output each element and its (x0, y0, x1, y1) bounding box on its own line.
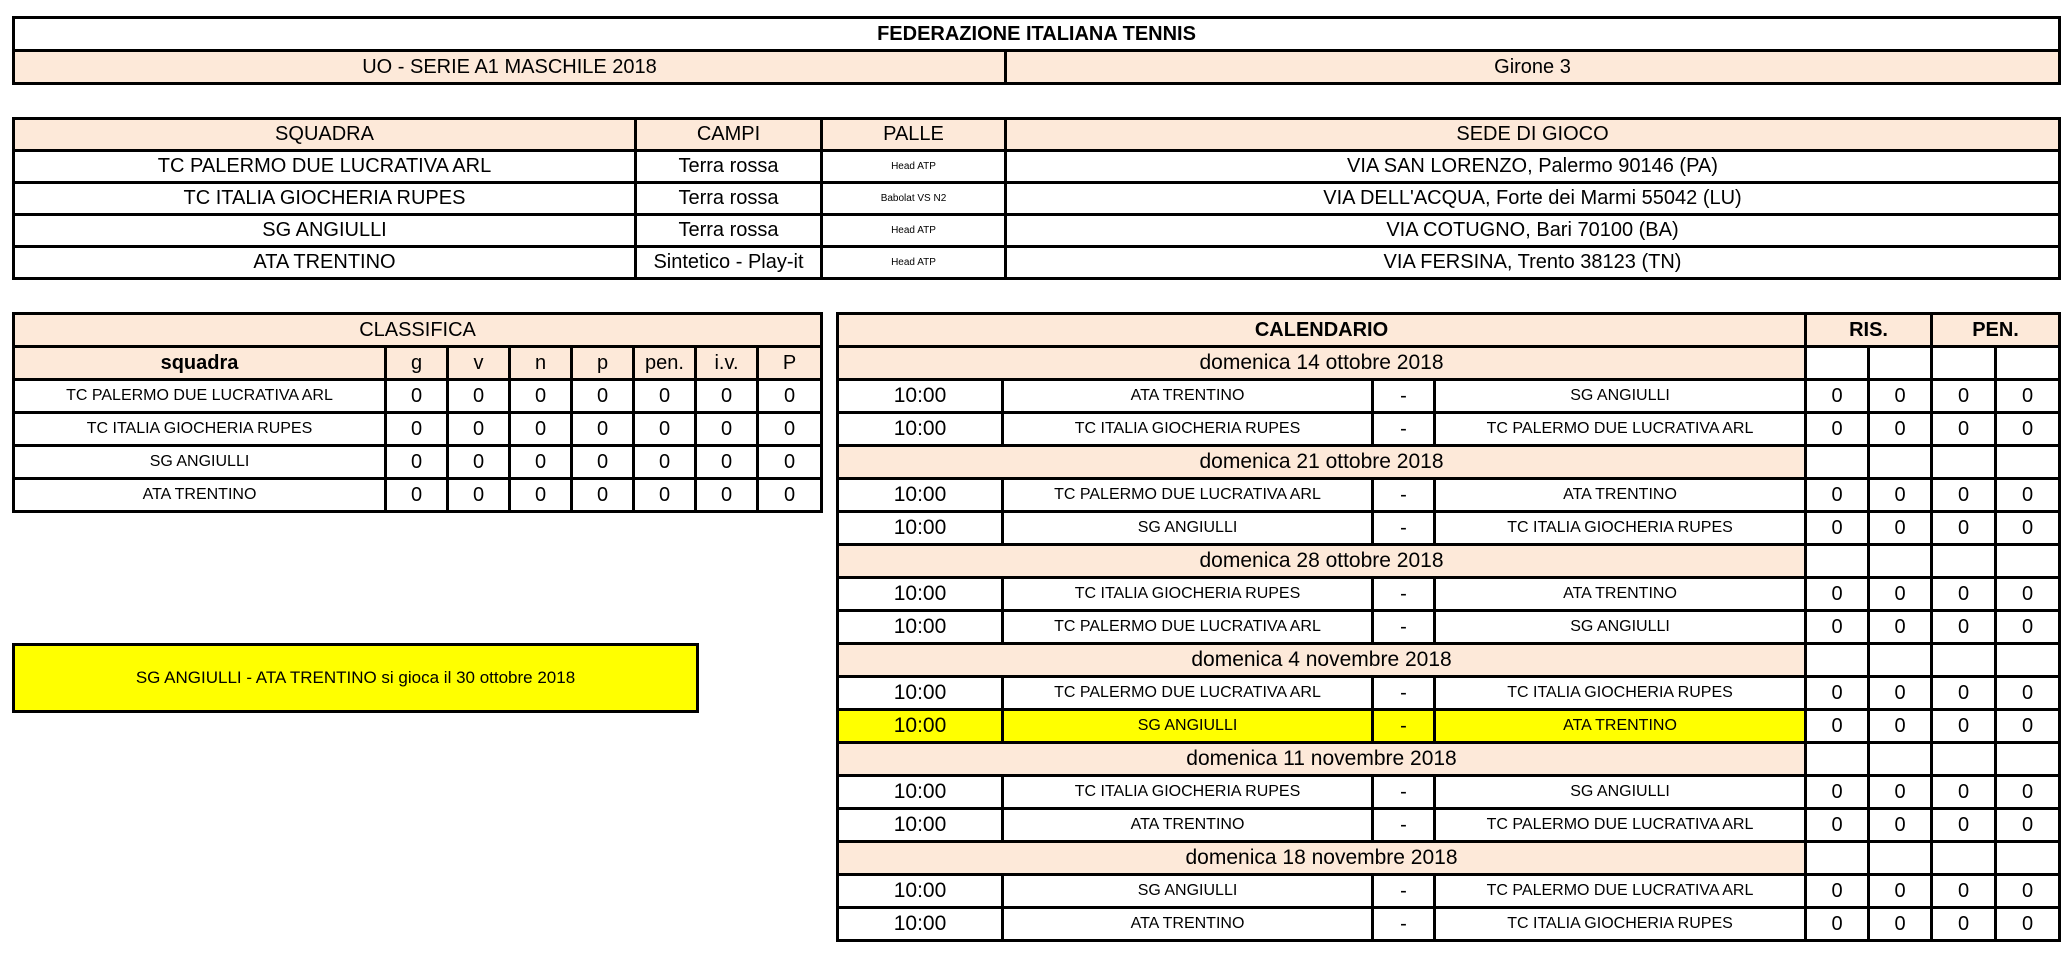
match-time: 10:00 (838, 512, 1003, 545)
match-separator: - (1373, 875, 1435, 908)
standings-col-header: p (572, 347, 634, 380)
empty-score-cell (1806, 644, 1869, 677)
penalty-away: 0 (1996, 908, 2060, 941)
result-away: 0 (1869, 611, 1932, 644)
standings-row (14, 380, 822, 413)
federation-title: FEDERAZIONE ITALIANA TENNIS (14, 18, 2060, 51)
team-row (14, 151, 2060, 183)
standings-value: 0 (572, 380, 634, 413)
result-away: 0 (1869, 512, 1932, 545)
match-time: 10:00 (838, 710, 1003, 743)
empty-score-cell (1996, 545, 2060, 578)
match-separator: - (1373, 776, 1435, 809)
match-home-team: TC PALERMO DUE LUCRATIVA ARL (1003, 479, 1373, 512)
match-row (838, 578, 2060, 611)
result-home: 0 (1806, 380, 1869, 413)
empty-score-cell (1869, 446, 1932, 479)
result-away: 0 (1869, 875, 1932, 908)
empty-score-cell (1932, 545, 1996, 578)
penalty-away: 0 (1996, 611, 2060, 644)
match-home-team: ATA TRENTINO (1003, 809, 1373, 842)
standings-value: 0 (758, 413, 822, 446)
penalty-away: 0 (1996, 413, 2060, 446)
penalty-away: 0 (1996, 677, 2060, 710)
match-home-team: TC ITALIA GIOCHERIA RUPES (1003, 413, 1373, 446)
empty-score-cell (1806, 743, 1869, 776)
standings-value: 0 (634, 413, 696, 446)
standings-value: 0 (386, 380, 448, 413)
match-row (838, 908, 2060, 941)
match-separator: - (1373, 611, 1435, 644)
schedule-note: SG ANGIULLI - ATA TRENTINO si gioca il 30 ottobre 2018 (12, 643, 699, 713)
standings-col-header: P (758, 347, 822, 380)
match-separator: - (1373, 578, 1435, 611)
standings-value: 0 (572, 479, 634, 512)
standings-value: 0 (510, 479, 572, 512)
team-row (14, 183, 2060, 215)
penalty-away: 0 (1996, 380, 2060, 413)
team-venue: VIA COTUGNO, Bari 70100 (BA) (1006, 215, 2060, 247)
penalty-away: 0 (1996, 875, 2060, 908)
col-header-sede: SEDE DI GIOCO (1006, 119, 2060, 151)
result-home: 0 (1806, 413, 1869, 446)
match-day-date: domenica 28 ottobre 2018 (838, 545, 1806, 578)
match-home-team: TC PALERMO DUE LUCRATIVA ARL (1003, 611, 1373, 644)
standings-value: 0 (634, 380, 696, 413)
team-balls: Head ATP (822, 215, 1006, 247)
standings-col-header: g (386, 347, 448, 380)
match-away-team: ATA TRENTINO (1435, 479, 1806, 512)
standings-value: 0 (448, 446, 510, 479)
match-home-team: ATA TRENTINO (1003, 380, 1373, 413)
competition-name: UO - SERIE A1 MASCHILE 2018 (14, 51, 1006, 84)
standings-team: TC PALERMO DUE LUCRATIVA ARL (14, 380, 386, 413)
match-away-team: ATA TRENTINO (1435, 578, 1806, 611)
standings-value: 0 (386, 446, 448, 479)
teams-table (12, 117, 2061, 280)
match-time: 10:00 (838, 578, 1003, 611)
match-row (838, 875, 2060, 908)
standings-value: 0 (510, 413, 572, 446)
standings-row (14, 446, 822, 479)
empty-score-cell (1869, 347, 1932, 380)
penalty-home: 0 (1932, 413, 1996, 446)
result-home: 0 (1806, 512, 1869, 545)
match-row (838, 809, 2060, 842)
match-home-team: SG ANGIULLI (1003, 512, 1373, 545)
result-away: 0 (1869, 677, 1932, 710)
match-home-team: TC ITALIA GIOCHERIA RUPES (1003, 776, 1373, 809)
result-away: 0 (1869, 380, 1932, 413)
match-separator: - (1373, 809, 1435, 842)
match-away-team: TC ITALIA GIOCHERIA RUPES (1435, 677, 1806, 710)
team-courts: Sintetico - Play-it (636, 247, 822, 279)
result-home: 0 (1806, 578, 1869, 611)
match-day-date: domenica 21 ottobre 2018 (838, 446, 1806, 479)
result-home: 0 (1806, 710, 1869, 743)
penalty-home: 0 (1932, 908, 1996, 941)
standings-col-header: v (448, 347, 510, 380)
standings-value: 0 (572, 446, 634, 479)
match-away-team: SG ANGIULLI (1435, 611, 1806, 644)
standings-team: ATA TRENTINO (14, 479, 386, 512)
match-separator: - (1373, 479, 1435, 512)
match-home-team: ATA TRENTINO (1003, 908, 1373, 941)
team-balls: Head ATP (822, 247, 1006, 279)
empty-score-cell (1996, 644, 2060, 677)
empty-score-cell (1869, 842, 1932, 875)
penalty-home: 0 (1932, 809, 1996, 842)
standings-table (12, 312, 823, 513)
match-row (838, 512, 2060, 545)
empty-score-cell (1806, 842, 1869, 875)
match-row (838, 611, 2060, 644)
result-away: 0 (1869, 578, 1932, 611)
standings-value: 0 (758, 380, 822, 413)
match-separator: - (1373, 908, 1435, 941)
penalty-away: 0 (1996, 776, 2060, 809)
calendar-title: CALENDARIO (838, 314, 1806, 347)
standings-value: 0 (448, 479, 510, 512)
standings-value: 0 (510, 380, 572, 413)
match-away-team: TC PALERMO DUE LUCRATIVA ARL (1435, 875, 1806, 908)
standings-col-header: n (510, 347, 572, 380)
penalty-away: 0 (1996, 578, 2060, 611)
standings-value: 0 (448, 413, 510, 446)
match-time: 10:00 (838, 908, 1003, 941)
result-home: 0 (1806, 875, 1869, 908)
empty-score-cell (1806, 545, 1869, 578)
match-time: 10:00 (838, 380, 1003, 413)
match-day-date: domenica 14 ottobre 2018 (838, 347, 1806, 380)
result-away: 0 (1869, 908, 1932, 941)
team-row (14, 215, 2060, 247)
penalty-home: 0 (1932, 677, 1996, 710)
penalty-home: 0 (1932, 776, 1996, 809)
match-home-team: SG ANGIULLI (1003, 710, 1373, 743)
match-row-highlighted (838, 710, 2060, 743)
result-home: 0 (1806, 611, 1869, 644)
empty-score-cell (1932, 743, 1996, 776)
team-courts: Terra rossa (636, 183, 822, 215)
team-courts: Terra rossa (636, 151, 822, 183)
penalty-away: 0 (1996, 809, 2060, 842)
pen-header: PEN. (1932, 314, 2060, 347)
standings-value: 0 (386, 413, 448, 446)
match-home-team: TC PALERMO DUE LUCRATIVA ARL (1003, 677, 1373, 710)
result-home: 0 (1806, 776, 1869, 809)
team-name: ATA TRENTINO (14, 247, 636, 279)
match-day-row (838, 743, 2060, 776)
match-day-row (838, 842, 2060, 875)
empty-score-cell (1869, 545, 1932, 578)
match-time: 10:00 (838, 875, 1003, 908)
result-home: 0 (1806, 479, 1869, 512)
standings-value: 0 (510, 446, 572, 479)
penalty-home: 0 (1932, 380, 1996, 413)
match-time: 10:00 (838, 677, 1003, 710)
calendar-header-row (838, 314, 2060, 347)
result-away: 0 (1869, 710, 1932, 743)
match-row (838, 380, 2060, 413)
result-home: 0 (1806, 908, 1869, 941)
result-away: 0 (1869, 413, 1932, 446)
standings-team: SG ANGIULLI (14, 446, 386, 479)
match-row (838, 776, 2060, 809)
standings-col-header: pen. (634, 347, 696, 380)
match-day-row (838, 446, 2060, 479)
ris-header: RIS. (1806, 314, 1932, 347)
result-home: 0 (1806, 809, 1869, 842)
penalty-away: 0 (1996, 479, 2060, 512)
result-away: 0 (1869, 809, 1932, 842)
team-row (14, 247, 2060, 279)
team-name: TC PALERMO DUE LUCRATIVA ARL (14, 151, 636, 183)
match-row (838, 677, 2060, 710)
match-away-team: TC ITALIA GIOCHERIA RUPES (1435, 908, 1806, 941)
match-separator: - (1373, 413, 1435, 446)
header-table (12, 16, 2061, 85)
standings-col-header: i.v. (696, 347, 758, 380)
penalty-home: 0 (1932, 479, 1996, 512)
team-balls: Head ATP (822, 151, 1006, 183)
team-venue: VIA DELL'ACQUA, Forte dei Marmi 55042 (LU) (1006, 183, 2060, 215)
match-row (838, 413, 2060, 446)
group-name: Girone 3 (1006, 51, 2060, 84)
standings-value: 0 (696, 446, 758, 479)
penalty-home: 0 (1932, 710, 1996, 743)
match-separator: - (1373, 380, 1435, 413)
match-away-team: SG ANGIULLI (1435, 380, 1806, 413)
match-separator: - (1373, 710, 1435, 743)
match-time: 10:00 (838, 611, 1003, 644)
empty-score-cell (1996, 446, 2060, 479)
standings-row (14, 413, 822, 446)
empty-score-cell (1932, 842, 1996, 875)
standings-title: CLASSIFICA (14, 314, 822, 347)
team-name: SG ANGIULLI (14, 215, 636, 247)
match-home-team: SG ANGIULLI (1003, 875, 1373, 908)
empty-score-cell (1869, 743, 1932, 776)
match-away-team: SG ANGIULLI (1435, 776, 1806, 809)
match-day-date: domenica 11 novembre 2018 (838, 743, 1806, 776)
match-time: 10:00 (838, 809, 1003, 842)
standings-value: 0 (696, 479, 758, 512)
standings-value: 0 (758, 446, 822, 479)
match-time: 10:00 (838, 479, 1003, 512)
team-balls: Babolat VS N2 (822, 183, 1006, 215)
match-row (838, 479, 2060, 512)
col-header-squadra: SQUADRA (14, 119, 636, 151)
penalty-home: 0 (1932, 611, 1996, 644)
standings-value: 0 (696, 380, 758, 413)
match-away-team: ATA TRENTINO (1435, 710, 1806, 743)
empty-score-cell (1932, 446, 1996, 479)
standings-header-row (14, 347, 822, 380)
standings-value: 0 (758, 479, 822, 512)
empty-score-cell (1932, 347, 1996, 380)
empty-score-cell (1806, 446, 1869, 479)
empty-score-cell (1869, 644, 1932, 677)
standings-value: 0 (572, 413, 634, 446)
col-header-palle: PALLE (822, 119, 1006, 151)
team-venue: VIA FERSINA, Trento 38123 (TN) (1006, 247, 2060, 279)
result-away: 0 (1869, 776, 1932, 809)
team-courts: Terra rossa (636, 215, 822, 247)
standings-value: 0 (696, 413, 758, 446)
match-separator: - (1373, 677, 1435, 710)
match-day-date: domenica 18 novembre 2018 (838, 842, 1806, 875)
standings-team: TC ITALIA GIOCHERIA RUPES (14, 413, 386, 446)
penalty-home: 0 (1932, 578, 1996, 611)
match-time: 10:00 (838, 413, 1003, 446)
penalty-home: 0 (1932, 875, 1996, 908)
penalty-away: 0 (1996, 710, 2060, 743)
team-name: TC ITALIA GIOCHERIA RUPES (14, 183, 636, 215)
match-away-team: TC ITALIA GIOCHERIA RUPES (1435, 512, 1806, 545)
match-home-team: TC ITALIA GIOCHERIA RUPES (1003, 578, 1373, 611)
match-day-row (838, 347, 2060, 380)
calendar-table (836, 312, 2061, 942)
standings-value: 0 (634, 479, 696, 512)
empty-score-cell (1996, 743, 2060, 776)
match-separator: - (1373, 512, 1435, 545)
penalty-away: 0 (1996, 512, 2060, 545)
match-time: 10:00 (838, 776, 1003, 809)
result-home: 0 (1806, 677, 1869, 710)
standings-col-header: squadra (14, 347, 386, 380)
standings-value: 0 (386, 479, 448, 512)
standings-value: 0 (448, 380, 510, 413)
col-header-campi: CAMPI (636, 119, 822, 151)
empty-score-cell (1932, 644, 1996, 677)
match-away-team: TC PALERMO DUE LUCRATIVA ARL (1435, 413, 1806, 446)
empty-score-cell (1996, 347, 2060, 380)
match-day-row (838, 545, 2060, 578)
result-away: 0 (1869, 479, 1932, 512)
standings-value: 0 (634, 446, 696, 479)
empty-score-cell (1996, 842, 2060, 875)
match-away-team: TC PALERMO DUE LUCRATIVA ARL (1435, 809, 1806, 842)
match-day-date: domenica 4 novembre 2018 (838, 644, 1806, 677)
empty-score-cell (1806, 347, 1869, 380)
match-day-row (838, 644, 2060, 677)
team-venue: VIA SAN LORENZO, Palermo 90146 (PA) (1006, 151, 2060, 183)
standings-title-row (14, 314, 822, 347)
penalty-home: 0 (1932, 512, 1996, 545)
standings-row (14, 479, 822, 512)
